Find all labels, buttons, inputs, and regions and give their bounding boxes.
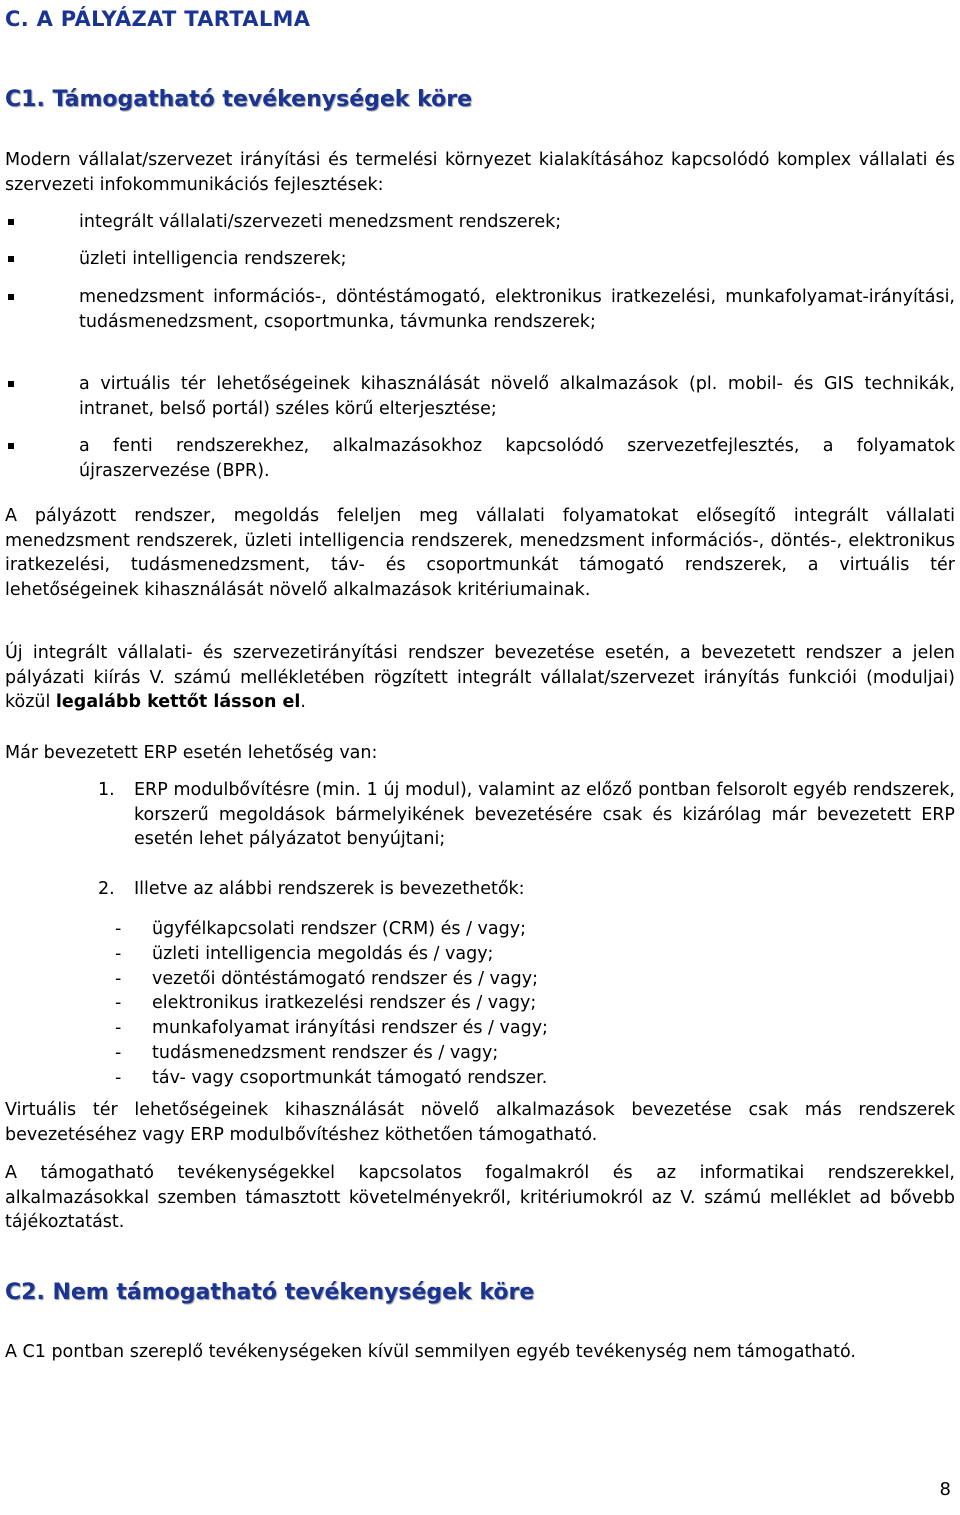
list-item-text: ERP modulbővítésre (min. 1 új modul), valamint az előző pontban felsorolt egyéb rendszerek, korszerű megoldások bármelyikének bevezetésére csak és kizárólag már bevezetett ERP esetén lehet pályázatot benyújtani; — [134, 780, 955, 850]
dash-marker: - — [115, 919, 122, 939]
page-number: 8 — [939, 1479, 951, 1500]
list-item-text: integrált vállalati/szervezeti menedzsment rendszerek; — [79, 212, 562, 232]
paragraph-definitions: A támogatható tevékenységekkel kapcsolatos fogalmakról és az informatikai rendszerekkel, alkalmazásokkal szemben támasztott követelményekről, kritériumokról az V. számú melléklet ad bővebb tájékoztatást. — [5, 1163, 955, 1233]
list-item-text: vezetői döntéstámogató rendszer és / vagy; — [152, 969, 538, 989]
dash-marker: - — [115, 1043, 122, 1063]
bullet-square-icon — [8, 443, 14, 449]
paragraph-virtual-space: Virtuális tér lehetőségeinek kihasználását növelő alkalmazások bevezetése csak más rendszerek bevezetéséhez vagy ERP modulbővítéshez köthetően támogatható. — [5, 1100, 955, 1145]
dash-marker: - — [115, 944, 122, 964]
paragraph-new-system — [5, 641, 955, 715]
paragraph-text-end: . — [300, 692, 306, 713]
list-item-text: ügyfélkapcsolati rendszer (CRM) és / vagy; — [152, 919, 526, 939]
paragraph-not-supported: A C1 pontban szereplő tevékenységeken kívül semmilyen egyéb tevékenység nem támogatható. — [5, 1342, 856, 1362]
list-item-text: menedzsment információs-, döntéstámogató, elektronikus iratkezelési, munkafolyamat-irányítási, tudásmenedzsment, csoportmunka, távmunka rendszerek; — [79, 287, 955, 332]
paragraph-existing-erp: Már bevezetett ERP esetén lehetőség van: — [5, 743, 378, 763]
list-item-text: elektronikus iratkezelési rendszer és / vagy; — [152, 993, 537, 1013]
dash-marker: - — [115, 1068, 122, 1088]
list-item-text: tudásmenedzsment rendszer és / vagy; — [152, 1043, 499, 1063]
paragraph-requirements: A pályázott rendszer, megoldás feleljen meg vállalati folyamatokat elősegítő integrált vállalati menedzsment rendszerek, üzleti intelligencia rendszerek, menedzsment információs-, döntés-, elektronikus iratkezelési, tudásmenedzsment, táv- és csoportmunkát támogató rendszerek, a virtuális tér lehetőségeinek kihasználását növelő alkalmazások kritériumainak. — [5, 506, 955, 600]
dash-marker: - — [115, 993, 122, 1013]
dash-marker: - — [115, 1018, 122, 1038]
intro-paragraph: Modern vállalat/szervezet irányítási és termelési környezet kialakításához kapcsolódó komplex vállalati és szervezeti infokommunikációs fejlesztések: — [5, 150, 955, 195]
paragraph-text: Új integrált vállalati- és szervezetirányítási rendszer bevezetése esetén, a bevezetett rendszer a jelen pályázati kiírás V. számú mellékletében rögzített integrált vállalat/szervezet irányítás funkciói (moduljai) közül — [5, 643, 955, 713]
bullet-square-icon — [8, 381, 14, 387]
list-item-text: üzleti intelligencia rendszerek; — [79, 249, 347, 269]
emphasis-text: legalább kettőt lásson el — [55, 692, 301, 713]
section-heading-c1: C1. Támogatható tevékenységek köre — [5, 87, 472, 112]
document-page — [5, 0, 955, 1515]
bullet-square-icon — [8, 294, 14, 300]
list-item-text: Illetve az alábbi rendszerek is bevezethetők: — [134, 879, 525, 899]
dash-marker: - — [115, 969, 122, 989]
list-item-text: a fenti rendszerekhez, alkalmazásokhoz kapcsolódó szervezetfejlesztés, a folyamatok újraszervezése (BPR). — [79, 436, 955, 481]
bullet-square-icon — [8, 219, 14, 225]
bullet-square-icon — [8, 256, 14, 262]
list-item-text: munkafolyamat irányítási rendszer és / vagy; — [152, 1018, 548, 1038]
list-item-text: táv- vagy csoportmunkát támogató rendszer. — [152, 1068, 548, 1088]
list-item-text: üzleti intelligencia megoldás és / vagy; — [152, 944, 494, 964]
list-number: 2. — [98, 879, 115, 899]
section-heading-c2: C2. Nem támogatható tevékenységek köre — [5, 1280, 535, 1305]
section-heading-main: C. A PÁLYÁZAT TARTALMA — [5, 7, 311, 31]
list-item-text: a virtuális tér lehetőségeinek kihasználását növelő alkalmazások (pl. mobil- és GIS technikák, intranet, belső portál) széles körű elterjesztése; — [79, 374, 955, 419]
list-number: 1. — [98, 780, 115, 800]
